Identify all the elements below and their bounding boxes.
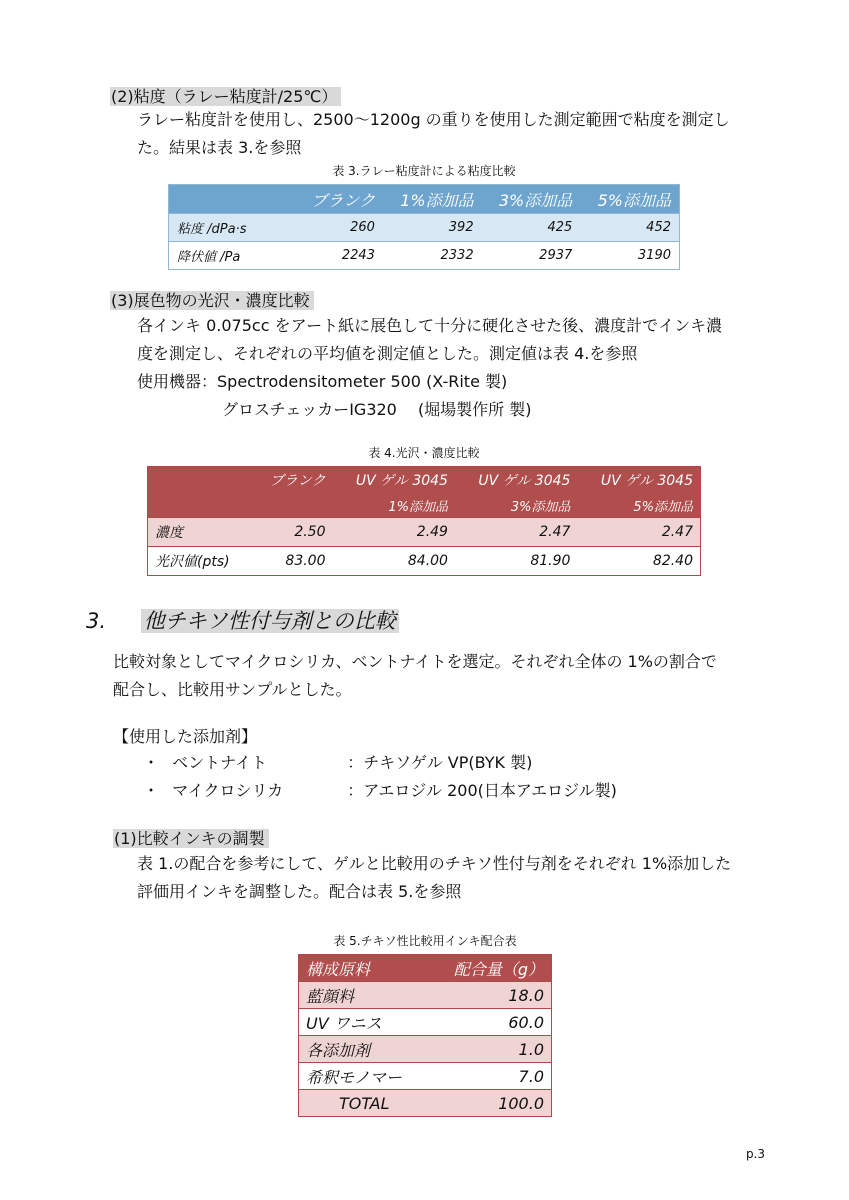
total-amount: 100.0 — [428, 1090, 551, 1117]
table-row — [169, 214, 680, 242]
row-label: 光沢値(pts) — [148, 547, 253, 576]
table-3-header: ブランク — [295, 185, 383, 214]
row-label: 降伏値 /Pa — [169, 242, 296, 270]
bullet: ・ — [143, 781, 160, 800]
section-3-equipment-1: 使用機器：Spectrodensitometer 500 (X-Rite 製) — [137, 372, 508, 391]
table-5-header: 配合量（g） — [428, 955, 551, 982]
table-4-subheader — [148, 493, 253, 518]
table-cell: 81.90 — [455, 547, 577, 576]
table-4 — [147, 466, 701, 576]
table-cell: 84.00 — [333, 547, 455, 576]
table-5-header: 構成原料 — [299, 955, 429, 982]
table-3-header: 5%添加品 — [580, 185, 679, 214]
table-4-subheader-row — [148, 493, 701, 518]
table-4-subheader — [252, 493, 333, 518]
table-cell: 2243 — [295, 242, 383, 270]
table-3-caption: 表 3.ラレー粘度計による粘度比較 — [332, 164, 516, 178]
section-3-line-2: 度を測定し、それぞれの平均値を測定値とした。測定値は表 4.を参照 — [137, 344, 638, 363]
table-4-caption: 表 4.光沢・濃度比較 — [368, 446, 480, 460]
additive-name: マイクロシリカ — [172, 781, 284, 800]
section-title: 他チキソ性付与剤との比較 — [141, 609, 399, 633]
table-cell: 2.47 — [455, 518, 577, 547]
section-2-line-1: ラレー粘度計を使用し、2500～1200g の重りを使用した測定範囲で粘度を測定し — [137, 110, 730, 129]
section-3-title — [110, 290, 314, 312]
table-cell: 2.47 — [577, 518, 700, 547]
list-item — [143, 749, 617, 777]
table-cell: 2937 — [482, 242, 581, 270]
table-4-header: UV ゲル 3045 — [333, 467, 455, 494]
table-row — [169, 242, 680, 270]
table-4-subheader: 3%添加品 — [455, 493, 577, 518]
table-row — [148, 547, 701, 576]
section-3-body — [137, 312, 722, 424]
total-label: TOTAL — [299, 1090, 429, 1117]
additive-desc: ：チキソゲル VP(BYK 製) — [347, 753, 533, 772]
section-3-line-1: 各インキ 0.075cc をアート紙に展色して十分に硬化させた後、濃度計でインキ濃 — [137, 316, 723, 335]
table-total-row — [299, 1090, 552, 1117]
table-row — [299, 982, 552, 1009]
section-2-line-2: た。結果は表 3.を参照 — [137, 138, 302, 157]
table-3-header: 1%添加品 — [383, 185, 482, 214]
table-4-header: UV ゲル 3045 — [577, 467, 700, 494]
table-4-corner — [148, 467, 253, 494]
ingredient-amount: 18.0 — [428, 982, 551, 1009]
ingredient-amount: 60.0 — [428, 1009, 551, 1036]
table-row — [299, 1063, 552, 1090]
table-row — [148, 518, 701, 547]
table-cell: 2332 — [383, 242, 482, 270]
additives-title: 【使用した添加剤】 — [113, 727, 258, 746]
table-row — [299, 1036, 552, 1063]
bullet: ・ — [143, 753, 160, 772]
section-intro-line-2: 配合し、比較用サンプルとした。 — [113, 680, 352, 699]
ingredient-name: 藍顔料 — [299, 982, 429, 1009]
ingredient-name: UV ワニス — [299, 1009, 429, 1036]
table-cell: 260 — [295, 214, 383, 242]
table-3-header-row — [169, 185, 680, 214]
table-5-header-row — [299, 955, 552, 982]
table-5 — [298, 954, 552, 1117]
table-cell: 452 — [580, 214, 679, 242]
table-3 — [168, 184, 680, 270]
table-row — [299, 1009, 552, 1036]
subsection-1-body — [137, 850, 731, 906]
section-heading — [86, 607, 399, 635]
table-4-header: ブランク — [252, 467, 333, 494]
section-number: 3. — [86, 609, 107, 633]
table-cell: 392 — [383, 214, 482, 242]
ingredient-name: 各添加剤 — [299, 1036, 429, 1063]
additive-desc: ：アエロジル 200(日本アエロジル製) — [347, 781, 617, 800]
table-cell: 425 — [482, 214, 581, 242]
row-label: 濃度 — [148, 518, 253, 547]
table-3-corner — [169, 185, 296, 214]
page-number: p.3 — [746, 1147, 766, 1161]
subsection-1-title — [113, 828, 269, 850]
section-3-equipment-2: グロスチェッカーIG320 (堀場製作所 製) — [222, 400, 532, 419]
list-item — [143, 777, 617, 805]
subsection-1-title-text: (1)比較インキの調製 — [113, 829, 269, 848]
table-cell: 3190 — [580, 242, 679, 270]
subsection-1-line-1: 表 1.の配合を参考にして、ゲルと比較用のチキソ性付与剤をそれぞれ 1%添加した — [137, 854, 732, 873]
section-2-body — [137, 106, 730, 162]
table-3-header: 3%添加品 — [482, 185, 581, 214]
ingredient-name: 希釈モノマー — [299, 1063, 429, 1090]
additives-list — [143, 749, 617, 805]
additive-name: ベントナイト — [172, 753, 267, 772]
section-intro — [113, 648, 717, 704]
subsection-1-line-2: 評価用インキを調整した。配合は表 5.を参照 — [137, 882, 462, 901]
section-2-title — [110, 86, 341, 108]
table-4-header: UV ゲル 3045 — [455, 467, 577, 494]
table-4-header-row — [148, 467, 701, 494]
section-3-title-text: (3)展色物の光沢・濃度比較 — [110, 291, 314, 310]
table-5-caption: 表 5.チキソ性比較用インキ配合表 — [333, 934, 517, 948]
table-cell: 83.00 — [252, 547, 333, 576]
table-4-subheader: 5%添加品 — [577, 493, 700, 518]
table-4-subheader: 1%添加品 — [333, 493, 455, 518]
table-cell: 2.50 — [252, 518, 333, 547]
ingredient-amount: 1.0 — [428, 1036, 551, 1063]
table-cell: 82.40 — [577, 547, 700, 576]
ingredient-amount: 7.0 — [428, 1063, 551, 1090]
section-2-title-text: (2)粘度（ラレー粘度計/25℃） — [110, 87, 341, 106]
row-label: 粘度 /dPa·s — [169, 214, 296, 242]
section-intro-line-1: 比較対象としてマイクロシリカ、ベントナイトを選定。それぞれ全体の 1%の割合で — [113, 652, 717, 671]
table-cell: 2.49 — [333, 518, 455, 547]
